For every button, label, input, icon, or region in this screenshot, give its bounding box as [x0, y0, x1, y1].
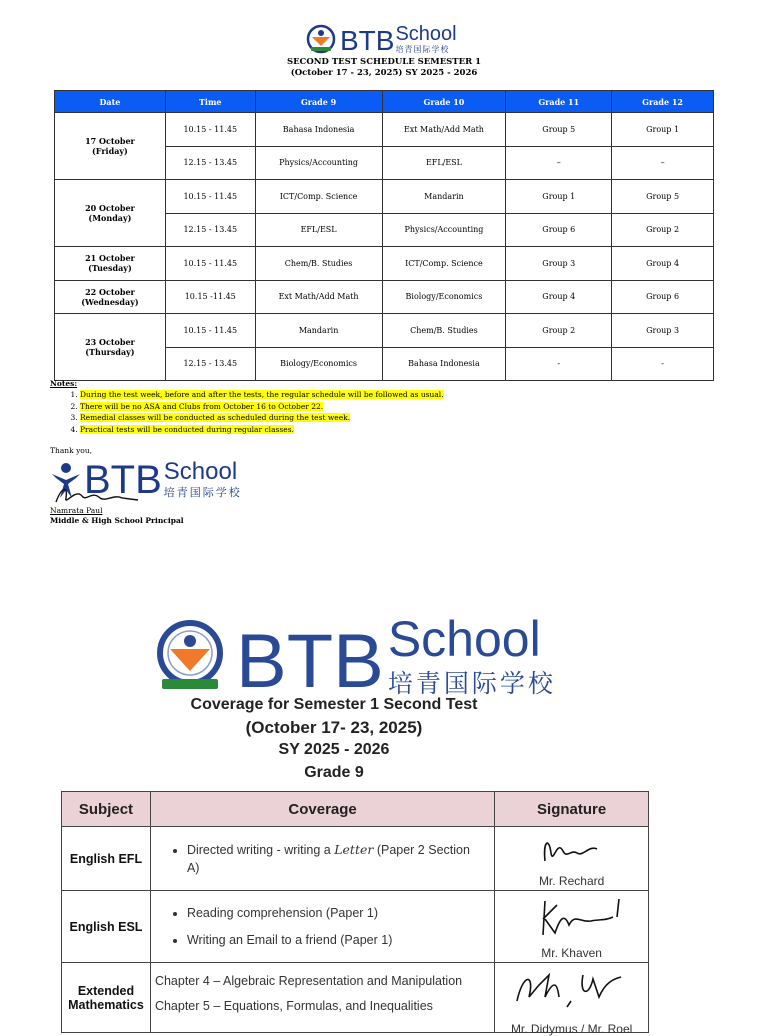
weekday-label: (Monday): [88, 213, 132, 223]
thanks-line: Thank you,: [50, 446, 93, 455]
signature-cell: [495, 827, 649, 891]
principal-title: Middle & High School Principal: [50, 516, 184, 525]
header-grade-9: Grade 9: [255, 91, 382, 113]
grade-9-cell: Physics/Accounting: [255, 146, 382, 180]
schedule-header-row: [55, 91, 714, 113]
logo-btb: BTB: [340, 24, 395, 56]
grade-10-cell: EFL/ESL: [382, 146, 506, 180]
subject-cell: English ESL: [62, 891, 151, 963]
weekday-label: (Tuesday): [88, 263, 132, 274]
grade-10-cell: Bahasa Indonesia: [382, 347, 506, 381]
coverage-item: • Writing an Email to a friend (Paper 1): [187, 931, 484, 949]
schedule-subtitle: (October 17 - 23, 2025) SY 2025 - 2026: [290, 68, 478, 78]
grade-11-cell: –: [506, 146, 612, 180]
signature-cell: [495, 891, 649, 963]
principal-name: Namrata Paul: [50, 506, 103, 515]
grade-11-cell: Group 5: [506, 113, 612, 147]
header-grade-12: Grade 12: [612, 91, 714, 113]
time-cell: 12.15 - 13.45: [165, 347, 255, 381]
grade-9-cell: ICT/Comp. Science: [255, 180, 382, 214]
header-coverage: Coverage: [150, 792, 494, 827]
grade-11-cell: Group 6: [506, 213, 612, 247]
subject-cell: [62, 963, 151, 1033]
coverage-school-logo: [152, 611, 556, 704]
note-item: [80, 412, 444, 424]
date-cell: [55, 113, 166, 180]
time-cell: 10.15 - 11.45: [165, 113, 255, 147]
weekday-label: (Thursday): [85, 347, 135, 357]
grade-12-cell: Group 2: [612, 213, 714, 247]
weekday-label: (Wednesday): [81, 296, 139, 307]
header-signature: Signature: [495, 792, 649, 827]
grade-12-cell: Group 5: [612, 180, 714, 214]
signer-name: Mr. Rechard: [538, 874, 605, 888]
header-grade-10: Grade 10: [382, 91, 506, 113]
table-row: [62, 827, 649, 891]
notes-list: [50, 389, 444, 435]
grade-12-cell: Group 6: [612, 280, 714, 314]
header-subject: Subject: [62, 792, 151, 827]
school-emblem-icon: [152, 619, 228, 695]
coverage-grade: Grade 9: [304, 764, 364, 781]
table-row: [55, 113, 714, 147]
date-cell: [55, 247, 166, 281]
teacher-signature: [535, 895, 625, 939]
grade-10-cell: Ext Math/Add Math: [382, 113, 506, 147]
grade-12-cell: Group 4: [612, 247, 714, 281]
note-text: There will be no ASA and Clubs from October 16 to October 22.: [80, 401, 324, 411]
grade-9-cell: Chem/B. Studies: [255, 247, 382, 281]
time-cell: 10.15 - 11.45: [165, 180, 255, 214]
time-cell: 12.15 - 13.45: [165, 146, 255, 180]
schedule-title: SECOND TEST SCHEDULE SEMESTER 1: [286, 57, 482, 67]
grade-11-cell: -: [506, 347, 612, 381]
signer-name: Mr. Didymus / Mr. Roel: [510, 1022, 633, 1036]
table-row: [62, 963, 649, 1033]
handwritten-word: Letter: [334, 841, 374, 857]
header-grade-11: Grade 11: [506, 91, 612, 113]
grade-11-cell: Group 1: [506, 180, 612, 214]
coverage-school-year: SY 2025 - 2026: [278, 741, 390, 758]
coverage-cell: [150, 827, 494, 891]
logo-chinese: 培青国际学校: [163, 486, 242, 499]
header-time: Time: [165, 91, 255, 113]
coverage-header-row: [62, 792, 649, 827]
coverage-cell: [150, 891, 494, 963]
grade-10-cell: Mandarin: [382, 180, 506, 214]
coverage-date-range: (October 17- 23, 2025): [245, 718, 423, 737]
table-row: [55, 247, 714, 281]
grade-11-cell: Group 3: [506, 247, 612, 281]
note-text: Practical tests will be conducted during regular classes.: [80, 424, 294, 434]
grade-12-cell: Group 3: [612, 314, 714, 348]
subject-cell: English EFL: [62, 827, 151, 891]
notes-section: [50, 379, 444, 435]
coverage-title: Coverage for Semester 1 Second Test: [190, 696, 478, 713]
date-cell: [55, 314, 166, 381]
coverage-cell: [150, 963, 494, 1033]
logo-btb: BTB: [236, 619, 384, 704]
date-cell: [55, 280, 166, 314]
signer-name: Mr. Khaven: [541, 946, 602, 960]
grade-9-cell: Biology/Economics: [255, 347, 382, 381]
coverage-chapter: Chapter 4 – Algebraic Representation and Manipulation: [154, 974, 463, 988]
table-row: [62, 891, 649, 963]
time-cell: 10.15 - 11.45: [165, 247, 255, 281]
coverage-text: (Paper 2 Section A): [186, 842, 470, 875]
logo-school: School: [163, 458, 238, 485]
coverage-item: [187, 841, 484, 877]
grade-9-cell: Bahasa Indonesia: [255, 113, 382, 147]
grade-10-cell: ICT/Comp. Science: [382, 247, 506, 281]
note-item: [80, 389, 444, 401]
teacher-signature: [509, 967, 629, 1011]
coverage-table: [61, 791, 649, 1036]
notes-label: Notes:: [50, 379, 78, 388]
coverage-item: • Reading comprehension (Paper 1): [187, 904, 484, 922]
teacher-signature: [535, 831, 605, 867]
table-row: [55, 180, 714, 214]
logo-btb: BTB: [84, 458, 162, 502]
grade-10-cell: Chem/B. Studies: [382, 314, 506, 348]
note-text: Remedial classes will be conducted as scheduled during the test week.: [80, 413, 351, 422]
date-label: 22 October: [85, 286, 135, 297]
grade-12-cell: Group 1: [612, 113, 714, 147]
logo-school: School: [387, 611, 541, 667]
grade-9-cell: EFL/ESL: [255, 213, 382, 247]
note-text: During the test week, before and after the tests, the regular schedule will be followed as usual.: [80, 390, 444, 399]
time-cell: 10.15 - 11.45: [165, 314, 255, 348]
weekday-label: (Friday): [92, 146, 128, 156]
coverage-text: Directed writing - writing a: [186, 842, 335, 857]
grade-12-cell: -: [612, 347, 714, 381]
logo-chinese: 培青国际学校: [387, 669, 556, 698]
grade-12-cell: –: [612, 146, 714, 180]
table-row: [55, 280, 714, 314]
grade-11-cell: Group 2: [506, 314, 612, 348]
time-cell: 10.15 -11.45: [165, 280, 255, 314]
table-row: [55, 314, 714, 348]
header-date: Date: [55, 91, 166, 113]
date-label: 17 October: [85, 136, 135, 146]
subject-line: Mathematics: [68, 997, 144, 1012]
principal-signature: [52, 484, 142, 508]
date-label: 20 October: [85, 203, 135, 213]
grade-10-cell: Physics/Accounting: [382, 213, 506, 247]
date-cell: [55, 180, 166, 247]
date-label: 23 October: [85, 337, 135, 347]
signature-cell: [495, 963, 649, 1036]
grade-10-cell: Biology/Economics: [382, 280, 506, 314]
grade-11-cell: Group 4: [506, 280, 612, 314]
grade-9-cell: Ext Math/Add Math: [255, 280, 382, 314]
logo-chinese: 培青国际学校: [395, 44, 450, 54]
note-item: [80, 424, 444, 436]
date-label: 21 October: [85, 253, 135, 264]
coverage-chapter: Chapter 5 – Equations, Formulas, and Inequalities: [154, 999, 433, 1013]
grade-9-cell: Mandarin: [255, 314, 382, 348]
school-emblem-icon: [306, 24, 336, 54]
subject-line: Extended: [77, 983, 135, 998]
logo-school: School: [395, 22, 457, 45]
test-schedule-table: [54, 90, 714, 381]
time-cell: 12.15 - 13.45: [165, 213, 255, 247]
school-logo: [306, 24, 457, 54]
note-item: [80, 401, 444, 413]
